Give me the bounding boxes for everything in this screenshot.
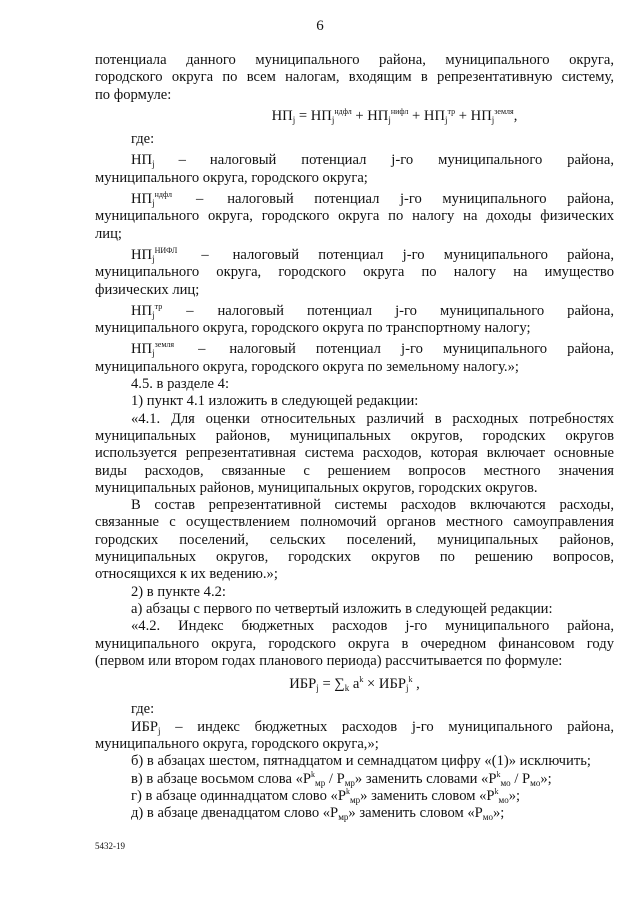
clause-item-g: г) в абзаце одиннадцатом слово «$Р^k_{мр}$» заменить словом «$Р^k_{мо}$»; [131,786,521,805]
clause-4-1-line-4: виды расходов, связанные с решением вопросов местного значения [95,462,614,479]
clause-item-b: б) в абзацах шестом, пятнадцатом и семнадцатом цифру «(1)» исключить; [131,753,591,770]
definition-symbol: $НП_j^{тр}$ [131,301,163,320]
clause-4-1-last: муниципальных районов, муниципальных округов, городских округов. [95,479,538,496]
definition-np-ndfl-cont-1: муниципального округа, городского округа по налогу на доходы физических [95,208,614,225]
definition-symbol: $НП_j^{НИФЛ}$ [131,245,178,264]
sostav-line-4: муниципальных округов, городских округов по решению вопросов, [95,549,614,566]
document-body [95,52,614,822]
definition-np-nifl-cont-1: муниципального округа, городского округа по налогу на имущество [95,264,614,281]
clause-item-d: д) в абзаце двенадцатом слово «$Р_{мр}$» заменить словом «$Р_{мо}$»; [131,805,505,823]
formula-tax-potential: $НП_j = НП_j^{ндфл} + НП_j^{нифл} + НП_j^{тр} + НП_j^{земля}$, [271,106,518,125]
definition-np-zemlya-cont: муниципального округа, городского округа по земельному налогу.»; [95,358,519,375]
clause-item-2: 2) в пункте 4.2: [131,583,226,600]
definition-np-nifl: $НП_j^{НИФЛ}$ – налоговый потенциал j-го муниципального района, [131,245,614,264]
sostav-line-1: В состав репрезентативной системы расходов включаются расходы, [131,497,614,514]
clause-item-a: а) абзацы с первого по четвертый изложить в следующей редакции: [131,600,553,617]
where-label-2: где: [131,701,155,718]
clause-4-2-line-1: «4.2. Индекс бюджетных расходов j-го муниципального района, [131,618,614,635]
sostav-last: относящихся к их ведению.»; [95,566,278,583]
definition-np-ndfl-cont-2: лиц; [95,225,122,242]
definition-np-zemlya: $НП_j^{земля}$ – налоговый потенциал j-го муниципального района, [131,340,614,359]
clause-4-1-line-2: муниципальных районов, муниципальных округов, городских округов [95,427,614,444]
formula-budget-index: $ИБР_j = \sum_k$ $a^k \times ИБР_j^k$ , [289,675,420,694]
clause-4-5-item-1: 1) пункт 4.1 изложить в следующей редакции: [131,393,419,410]
definition-np-tr: $НП_j^{тр}$ – налоговый потенциал j-го муниципального района, [131,301,614,320]
where-label-1: где: [131,131,155,148]
sostav-line-2: связанные с осуществлением полномочий органов местного самоуправления [95,514,614,531]
clause-4-1-line-3: используется репрезентативная система расходов, которая включает основные [95,445,614,462]
clause-4-1-line-1: «4.1. Для оценки относительных различий в расходных потребностях [131,410,614,427]
intro-line-2: городского округа по всем налогам, входящим в репрезентативную систему, [95,69,614,86]
definition-symbol: $НП_j$ [131,152,155,170]
definition-symbol: $НП_j^{ндфл}$ [131,190,172,209]
page-number: 6 [316,18,324,34]
clause-4-5: 4.5. в разделе 4: [131,376,230,393]
document-code: 5432-19 [95,841,125,851]
definition-np-cont: муниципального округа, городского округа; [95,169,368,186]
definition-symbol: $НП_j^{земля}$ [131,340,175,359]
intro-last-line: по формуле: [95,86,172,103]
clause-4-2-last: (первом или втором годах планового периода) рассчитывается по формуле: [95,652,563,669]
definition-np: $НП_j$ – налоговый потенциал j-го муниципального района, [131,152,614,170]
ibr-definition-cont: муниципального округа, городского округа,»; [95,735,379,752]
intro-line-1: потенциала данного муниципального района, муниципального округа, [95,52,614,68]
ibr-definition: $ИБР_j$ – индекс бюджетных расходов j-го муниципального района, [131,718,614,736]
sostav-line-3: городских поселений, сельских поселений, муниципальных районов, [95,531,614,548]
definition-np-ndfl: $НП_j^{ндфл}$ – налоговый потенциал j-го муниципального района, [131,190,614,209]
definition-np-tr-cont: муниципального округа, городского округа по транспортному налогу; [95,320,531,337]
definition-np-nifl-cont-2: физических лиц; [95,281,200,298]
clause-4-2-line-2: муниципального округа, городского округа в очередном финансовом году [95,635,614,652]
clause-item-v: в) в абзаце восьмом слова «$Р^k_{мр} / Р_{мр}$» заменить словами «$Р^k_{мо} / Р_{мо}$»; [131,769,552,788]
